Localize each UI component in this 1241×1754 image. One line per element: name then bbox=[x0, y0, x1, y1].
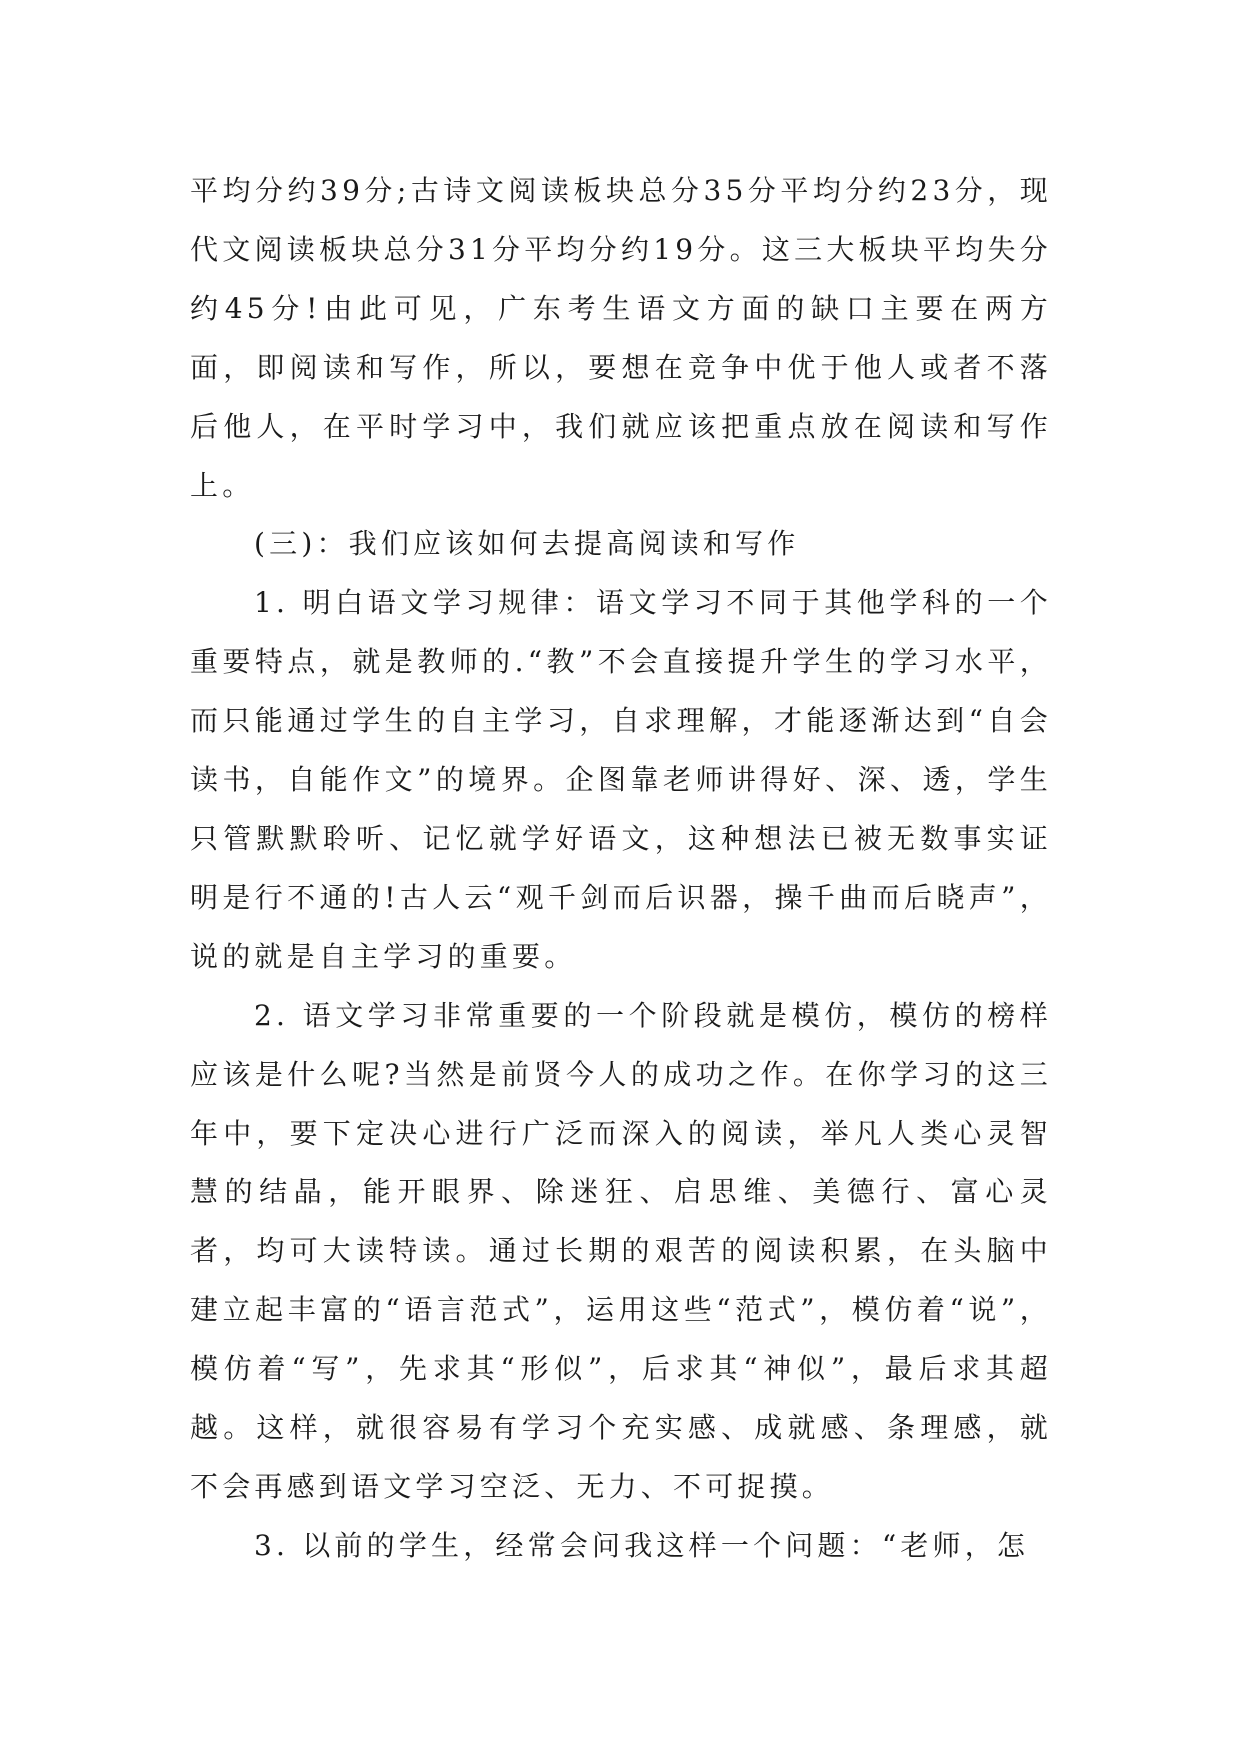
document-body bbox=[190, 162, 1052, 1576]
paragraph-point-2: 2. 语文学习非常重要的一个阶段就是模仿，模仿的榜样应该是什么呢?当然是前贤今人的成功之作。在你学习的这三年中，要下定决心进行广泛而深入的阅读，举凡人类心灵智慧的结晶，能开眼界、除迷狂、启思维、美德行、富心灵者，均可大读特读。通过长期的艰苦的阅读积累，在头脑中建立起丰富的“语言范式”，运用这些“范式”，模仿着“说”，模仿着“写”，先求其“形似”，后求其“神似”，最后求其超越。这样，就很容易有学习个充实感、成就感、条理感，就不会再感到语文学习空泛、无力、不可捉摸。 bbox=[190, 998, 1052, 1503]
paragraph-point-1: 1. 明白语文学习规律：语文学习不同于其他学科的一个重要特点，就是教师的.“教”不会直接提升学生的学习水平，而只能通过学生的自主学习，自求理解，才能逐渐达到“自会读书，自能作文”的境界。企图靠老师讲得好、深、透，学生只管默默聆听、记忆就学好语文，这种想法已被无数事实证明是行不通的!古人云“观千剑而后识器，操千曲而后晓声”，说的就是自主学习的重要。 bbox=[190, 586, 1052, 973]
paragraph-point-3: 3. 以前的学生，经常会问我这样一个问题：“老师，怎 bbox=[254, 1528, 1030, 1562]
section-heading: (三)：我们应该如何去提高阅读和写作 bbox=[254, 527, 800, 561]
paragraph-continuation: 平均分约39分;古诗文阅读板块总分35分平均分约23分，现代文阅读板块总分31分平均分约19分。这三大板块平均失分约45分!由此可见，广东考生语文方面的缺口主要在两方面，即阅读和写作，所以，要想在竞争中优于他人或者不落后他人，在平时学习中，我们就应该把重点放在阅读和写作上。 bbox=[190, 174, 1052, 502]
